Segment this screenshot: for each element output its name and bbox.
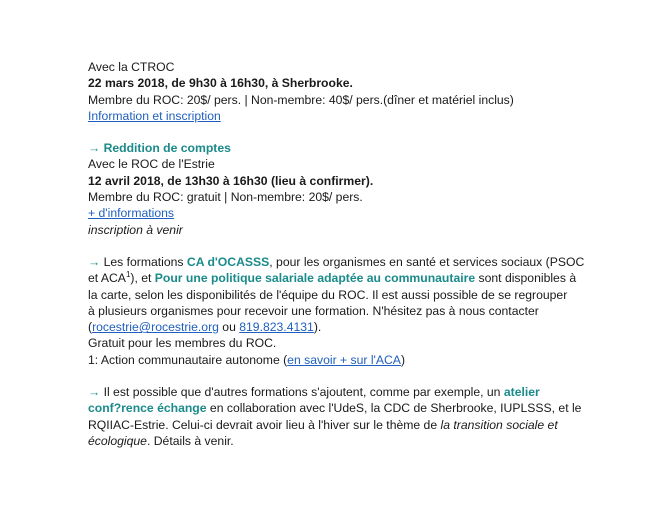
event-price: Membre du ROC: gratuit | Non-membre: 20$/ pers. (88, 190, 363, 205)
event-date: 12 avril 2018, de 13h30 à 16h30 (lieu à confirmer). (88, 173, 374, 188)
aca-link[interactable]: en savoir + sur l'ACA (287, 352, 401, 367)
text: ), et (130, 271, 155, 286)
arrow-icon: → (88, 385, 101, 400)
info-registration-link[interactable]: Information et inscription (88, 108, 221, 123)
italic-theme: la transition sociale et (440, 417, 558, 432)
section-title: Reddition de comptes (103, 141, 231, 156)
italic-theme: écologique (88, 433, 147, 448)
arrow-icon: → (88, 254, 101, 269)
section-heading-reddition (88, 140, 568, 156)
paragraph-line: à plusieurs organismes pour recevoir une formation. N'hésitez pas à nous contacter (88, 303, 539, 318)
paragraph-line: Gratuit pour les membres du ROC. (88, 336, 277, 351)
phone-link[interactable]: 819.823.4131 (239, 320, 314, 335)
footnote-line (88, 352, 568, 368)
more-info-link[interactable]: + d'informations (88, 206, 174, 221)
registration-note: inscription à venir (88, 222, 183, 237)
highlight-atelier: atelier (503, 385, 540, 400)
paragraph-line (88, 433, 568, 449)
text: 1: Action communautaire autonome ( (88, 352, 288, 367)
event-organizer: Avec la CTROC (88, 60, 175, 74)
arrow-icon: → (88, 141, 101, 156)
event-organizer: Avec le ROC de l'Estrie (88, 157, 215, 172)
text: sont disponibles à (475, 271, 577, 286)
event-date: 22 mars 2018, de 9h30 à 16h30, à Sherbrooke. (88, 76, 353, 91)
paragraph-line (88, 254, 585, 270)
text: et ACA (88, 271, 126, 286)
highlight-conference: conf?rence échange (88, 401, 207, 416)
highlight-politique-salariale: Pour une politique salariale adaptée au communautaire (154, 271, 476, 286)
event-price: Membre du ROC: 20$/ pers. | Non-membre: 40$/ pers.(dîner et matériel inclus) (88, 92, 514, 107)
text: en collaboration avec l'UdeS, la CDC de Sherbrooke, IUPLSSS, et le (206, 401, 582, 416)
contact-line (88, 319, 568, 335)
paragraph-line (88, 400, 582, 416)
email-link[interactable]: rocestrie@rocestrie.org (92, 320, 219, 335)
footnote-marker: 1 (125, 270, 131, 280)
paragraph-line: la carte, selon les disponibilités de l'équipe du ROC. Il est aussi possible de se regrouper (88, 287, 568, 302)
paragraph-line (88, 417, 568, 433)
paragraph-line (88, 270, 577, 286)
text: ) (400, 352, 405, 367)
text: Les formations (100, 254, 187, 269)
highlight-ca-ocasss: CA d'OCASSS (186, 254, 270, 269)
text: ). (313, 320, 322, 335)
text: . Détails à venir. (146, 433, 234, 448)
text: RQIIAC-Estrie. Celui-ci devrait avoir lieu à l'hiver sur le thème de (88, 417, 441, 432)
page-content (88, 59, 585, 449)
text: ou (218, 320, 240, 335)
text: ( (88, 320, 93, 335)
text: Il est possible que d'autres formations s'ajoutent, comme par exemple, un (100, 385, 504, 400)
text: , pour les organismes en santé et services sociaux (PSOC (269, 254, 585, 269)
paragraph-line (88, 384, 568, 400)
